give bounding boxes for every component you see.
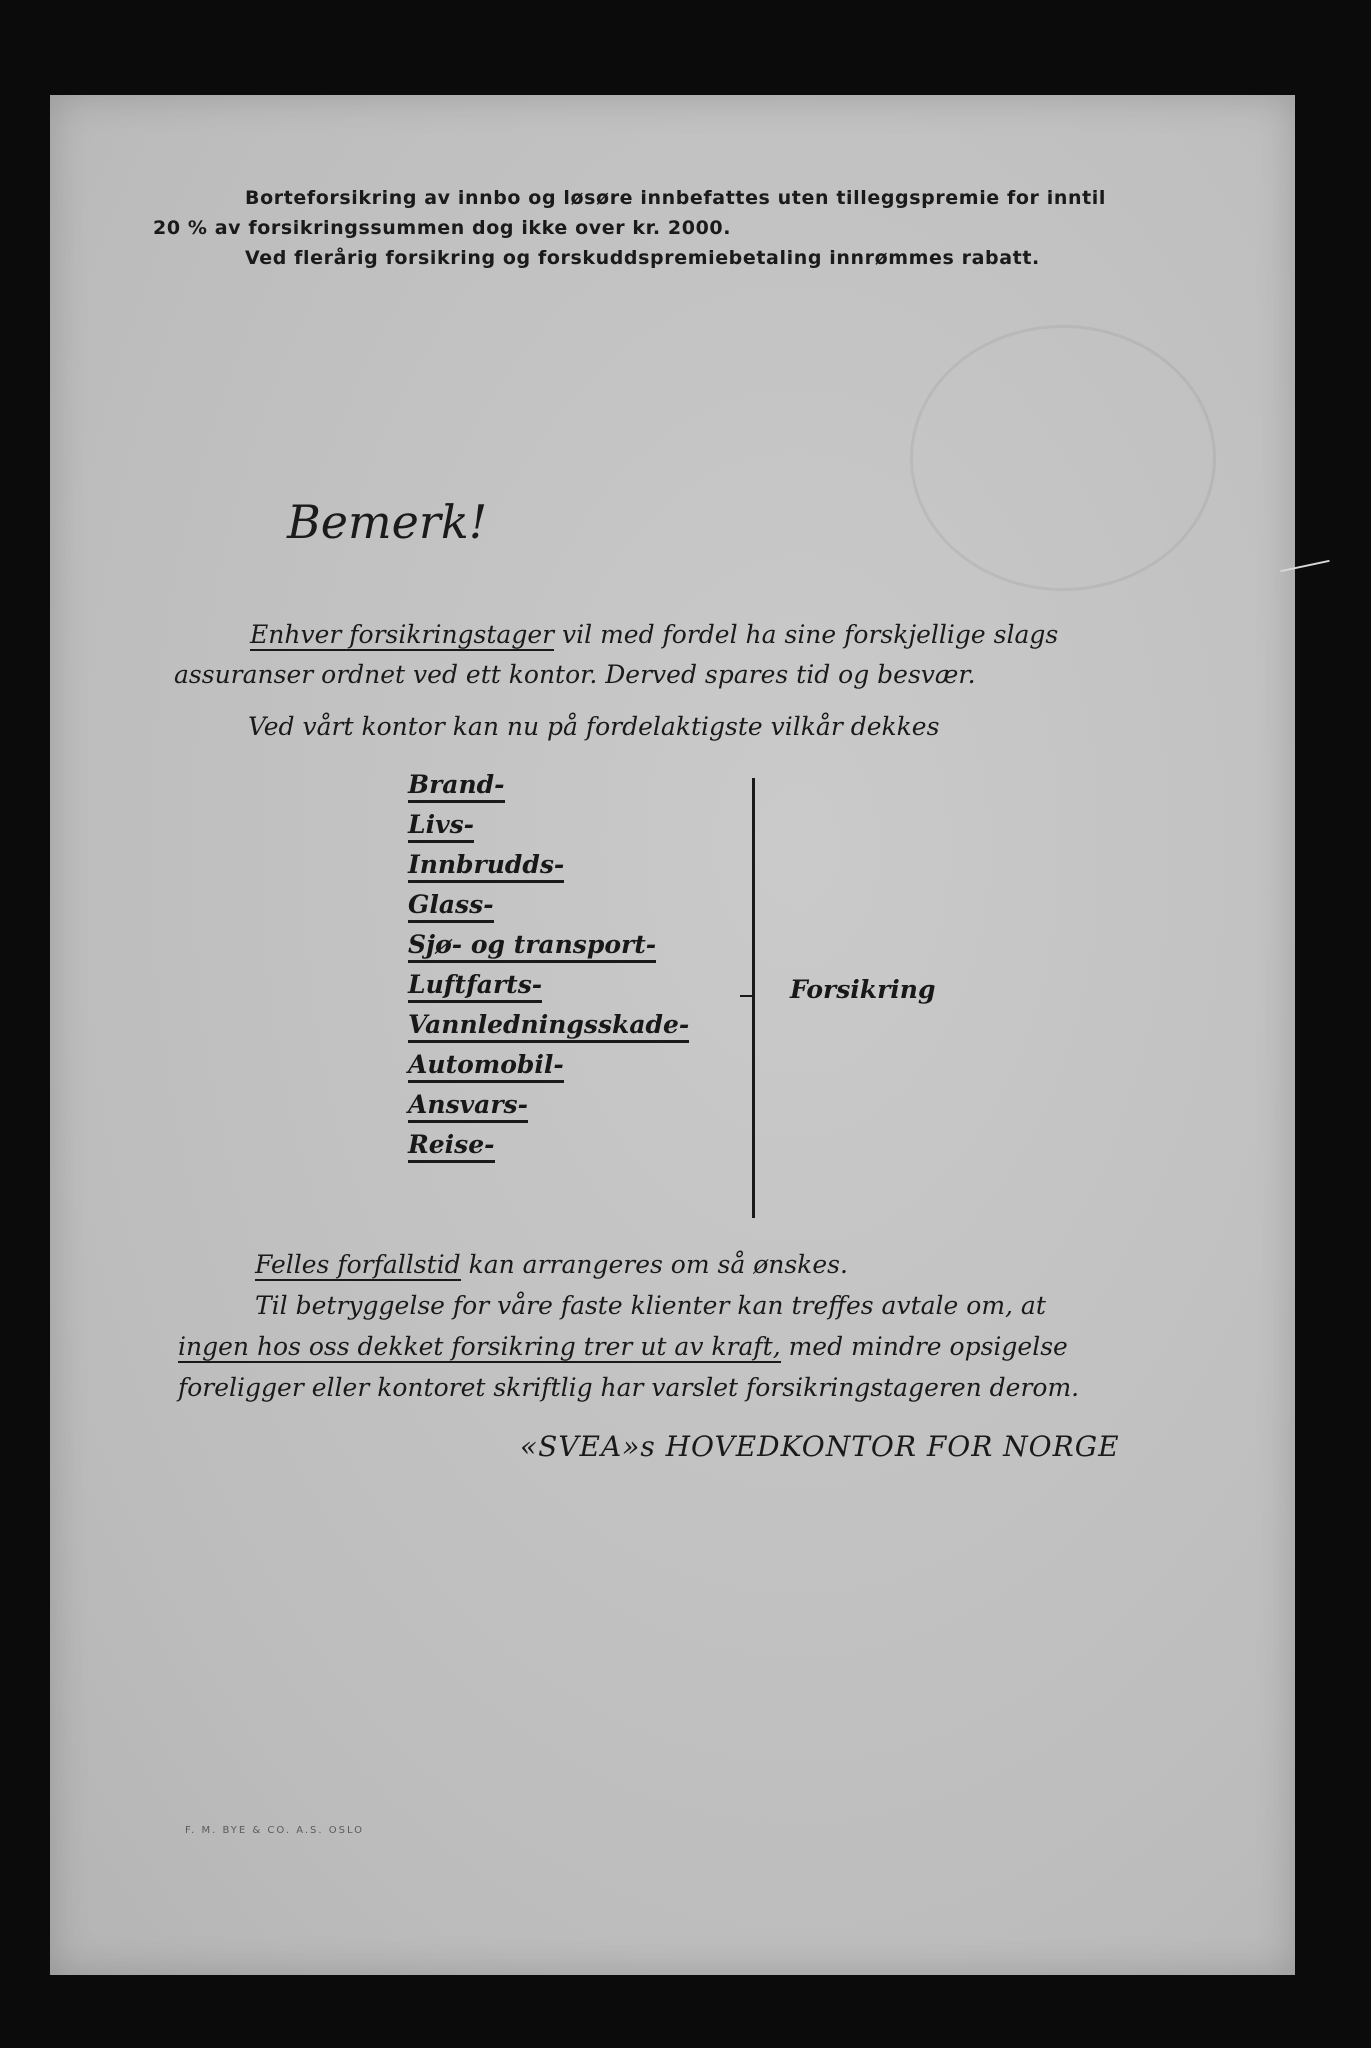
list-item: Glass- <box>408 890 689 930</box>
list-item: Reise- <box>408 1130 689 1170</box>
insurance-suffix: Forsikring <box>790 975 936 1004</box>
list-item: Automobil- <box>408 1050 689 1090</box>
intro-line-1 <box>250 620 1058 649</box>
note-line-3: Ved flerårig forsikring og forskuddspremiebetaling innrømmes rabatt. <box>245 247 1040 269</box>
printer-imprint: F. M. BYE & CO. A.S. OSLO <box>185 1825 365 1836</box>
show-through-logo <box>290 275 342 403</box>
list-item: Vannledningsskade- <box>408 1010 689 1050</box>
closing-line-1-rest: kan arrangeres om så ønskes. <box>460 1250 848 1279</box>
note-line-1: Borteforsikring av innbo og løsøre innbefattes uten tilleggspremie for inntil <box>245 187 1106 209</box>
closing-line-2: Til betryggelse for våre faste klienter kan treffes avtale om, at <box>255 1291 1046 1320</box>
closing-line-1 <box>255 1250 848 1279</box>
list-item: Brand- <box>408 770 689 810</box>
intro-line-1-rest: vil med fordel ha sine forskjellige slags <box>554 620 1059 649</box>
signature: «SVEA»s HOVEDKONTOR FOR NORGE <box>520 1430 1120 1463</box>
closing-line-3 <box>178 1332 1068 1361</box>
insurance-type-list <box>408 770 689 1170</box>
intro-line-2: assuranser ordnet ved ett kontor. Derved spares tid og besvær. <box>174 660 976 689</box>
closing-underlined-2: ingen hos oss dekket forsikring trer ut av kraft, <box>178 1332 781 1361</box>
document-page <box>50 95 1295 1975</box>
note-line-2: 20 % av forsikringssummen dog ikke over kr. 2000. <box>153 217 732 239</box>
list-bracket-tick <box>740 995 754 997</box>
intro-line-3: Ved vårt kontor kan nu på fordelaktigste vilkår dekkes <box>248 712 940 741</box>
closing-line-4: foreligger eller kontoret skriftlig har varslet forsikringstageren derom. <box>178 1373 1080 1402</box>
heading: Bemerk! <box>287 495 488 549</box>
list-item: Innbrudds- <box>408 850 689 890</box>
list-item: Livs- <box>408 810 689 850</box>
list-item: Sjø- og transport- <box>408 930 689 970</box>
closing-underlined-1: Felles forfallstid <box>255 1250 461 1279</box>
intro-underlined: Enhver forsikringstager <box>250 620 555 649</box>
list-item: Ansvars- <box>408 1090 689 1130</box>
list-item: Luftfarts- <box>408 970 689 1010</box>
show-through-seal <box>910 325 1216 591</box>
list-bracket <box>752 778 755 1218</box>
scan-mark <box>1280 560 1329 572</box>
closing-line-3-rest: med mindre opsigelse <box>780 1332 1068 1361</box>
